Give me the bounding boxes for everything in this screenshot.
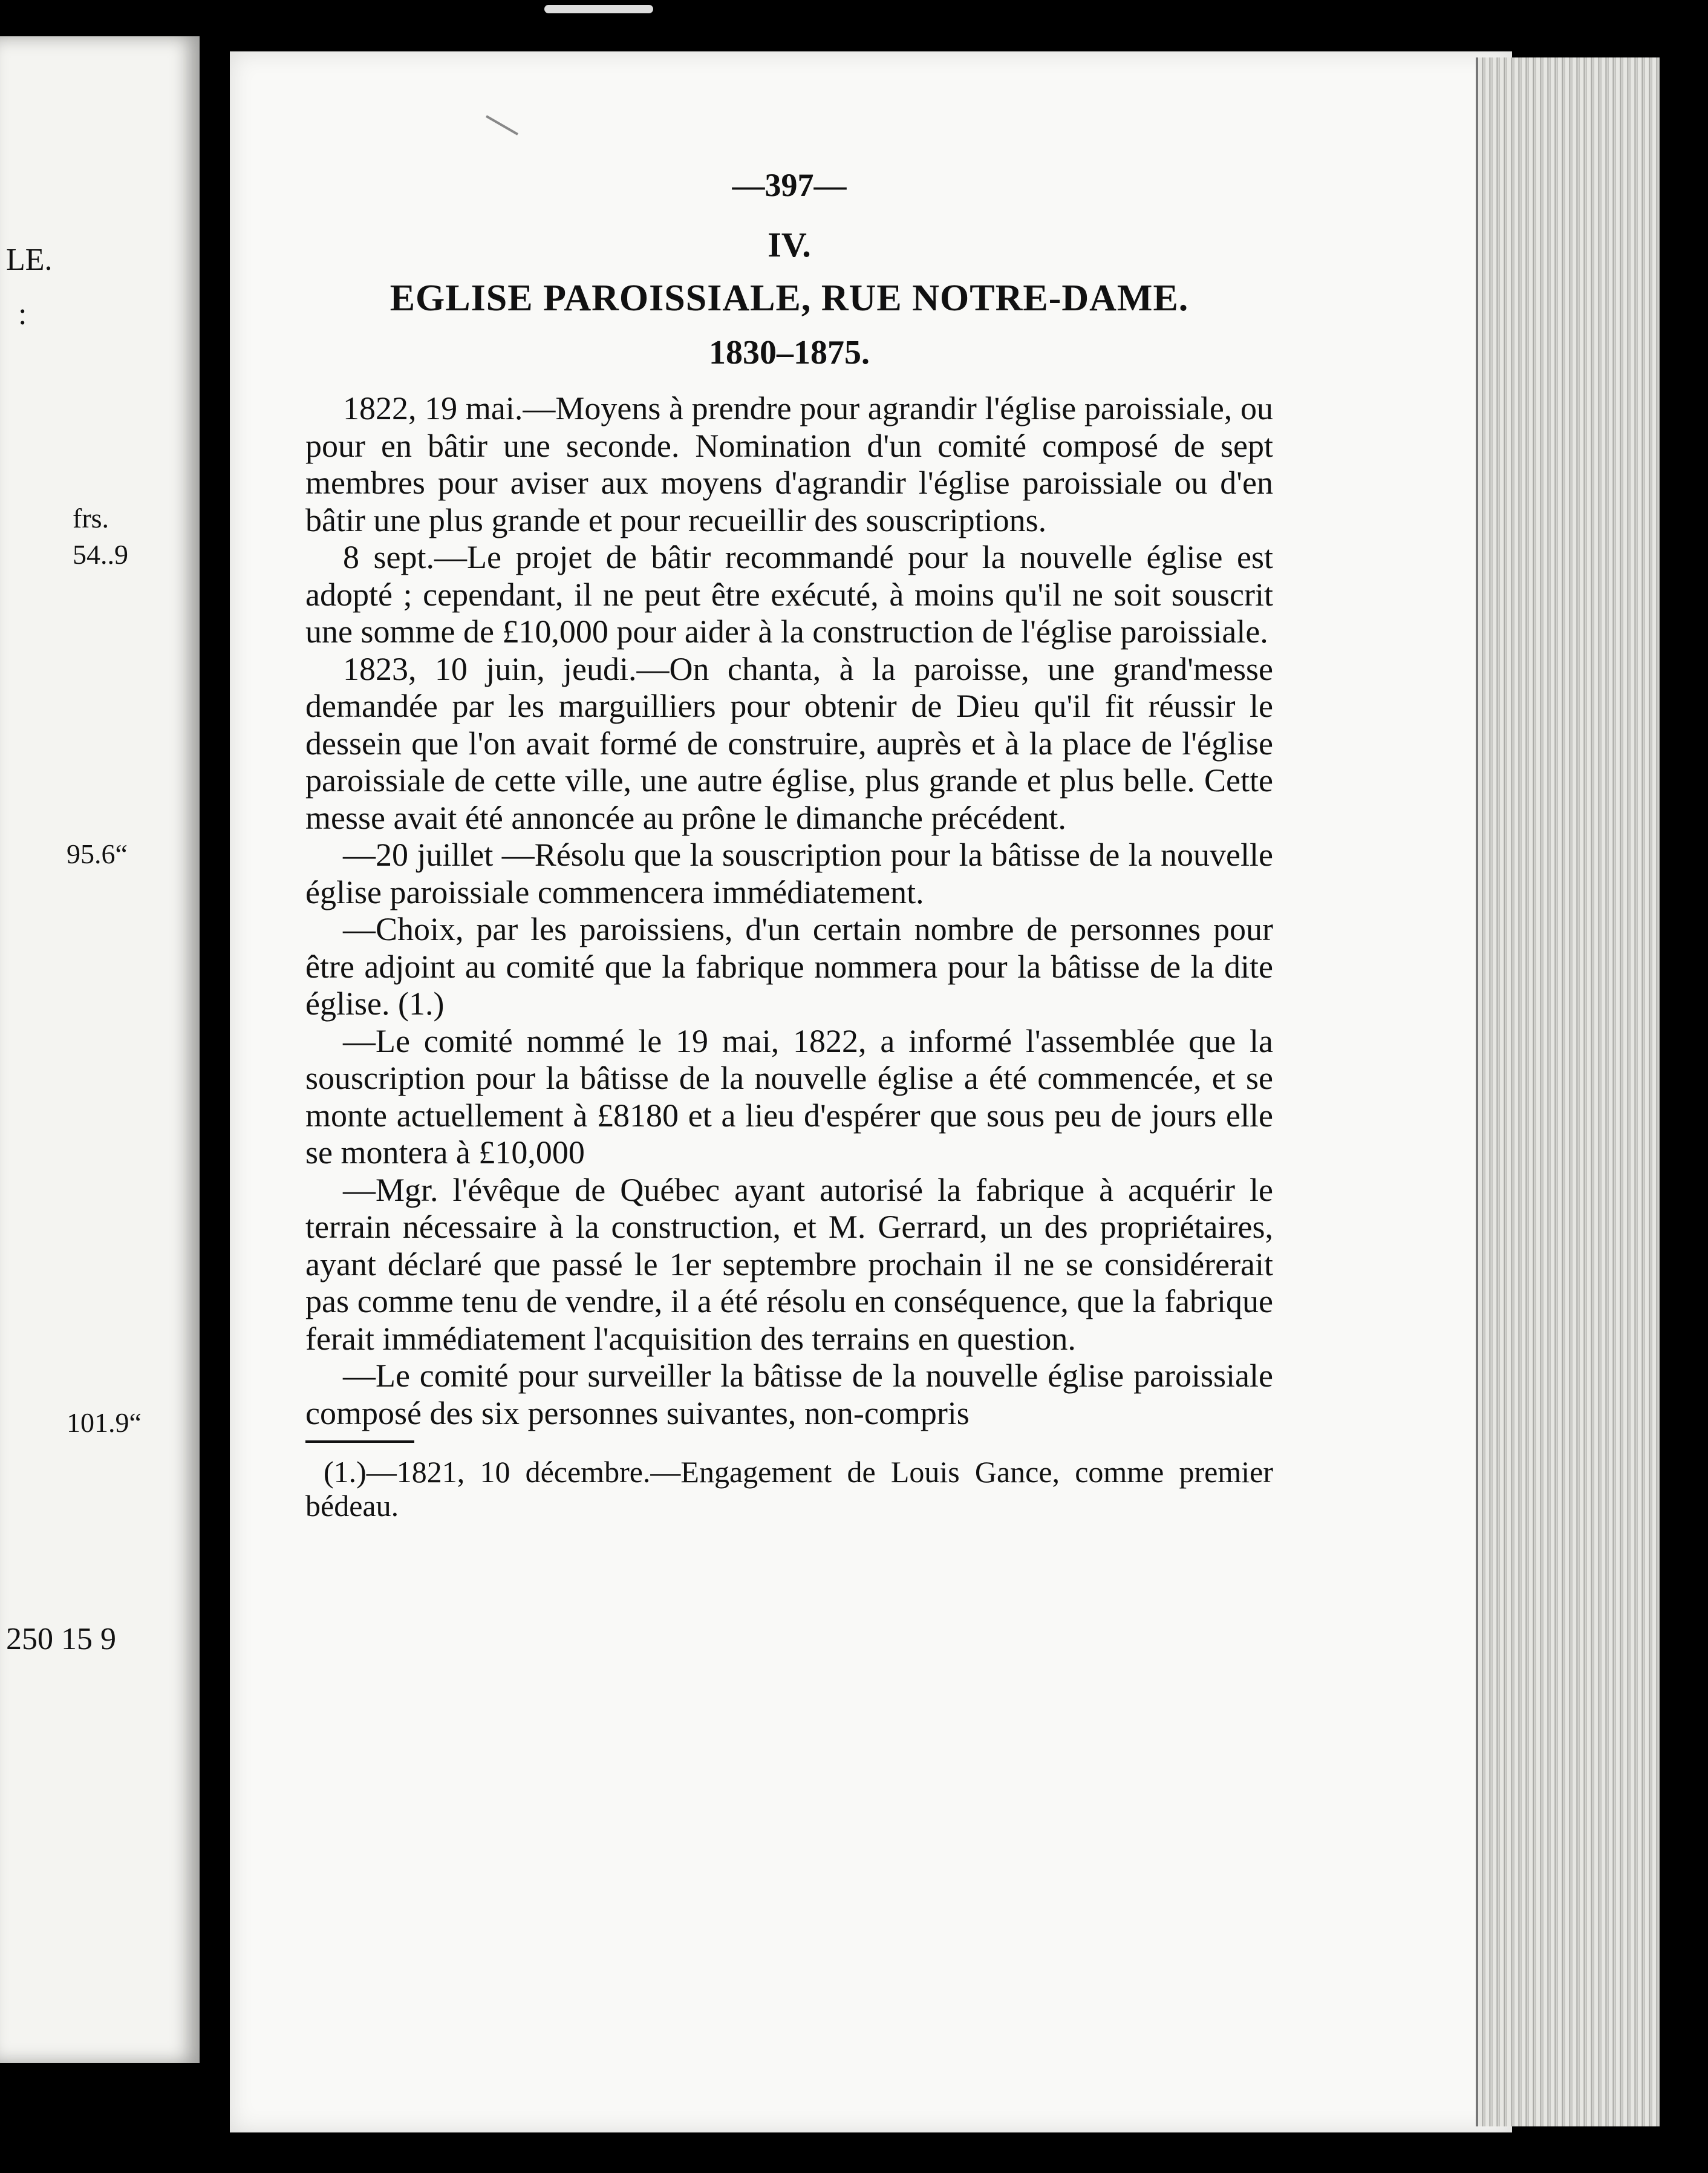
- paragraph: —Mgr. l'évêque de Québec ayant autorisé la fabrique à acquérir le terrain nécessaire à la construction, et M. Gerrard, un des propriétaires, ayant déclaré que passé le 1er septembre prochain il ne se considérerait pas comme tenu de vendre, il a été résolu en conséquence, que la fabrique ferait immédiatement l'acquisition des terrains en question.: [305, 1171, 1273, 1357]
- paragraph: —Choix, par les paroissiens, d'un certain nombre de personnes pour être adjoint au comité que la fabrique nommera pour la bâtisse de la dite église. (1.): [305, 911, 1273, 1022]
- footnote-rule: [305, 1440, 414, 1443]
- left-fragment: :: [18, 297, 27, 332]
- scan-mark: [544, 5, 653, 13]
- paragraph: 1822, 19 mai.—Moyens à prendre pour agrandir l'église paroissiale, ou pour en bâtir une seconde. Nomination d'un comité composé de sept membres pour aviser aux moyens d'agrandir l'église paroissiale ou d'en bâtir une plus grande et pour recueillir des souscriptions.: [305, 390, 1273, 538]
- section-title: EGLISE PAROISSIALE, RUE NOTRE-DAME.: [390, 278, 1189, 319]
- left-fragment: frs.: [73, 503, 109, 534]
- left-fragment: LE.: [6, 243, 53, 277]
- paragraph: 8 sept.—Le projet de bâtir recommandé pour la nouvelle église est adopté ; cependant, il ne peut être exécuté, à moins qu'il ne soit souscrit une somme de £10,000 pour aider à la construction de l'église paroissiale.: [305, 539, 1273, 650]
- left-fragment: 101.9“: [67, 1407, 142, 1438]
- corner-mark: [486, 115, 518, 135]
- left-fragment: 95.6“: [67, 838, 128, 869]
- page-text: [305, 166, 1273, 1523]
- paragraph: 1823, 10 juin, jeudi.—On chanta, à la paroisse, une grand'messe demandée par les marguilliers pour obtenir de Dieu qu'il fit réussir le dessein que l'on avait formé de construire, auprès et à la place de l'église paroissiale de cette ville, une autre église, plus grande et plus belle. Cette messe avait été annoncée au prône le dimanche précédent.: [305, 650, 1273, 836]
- section-years: 1830–1875.: [709, 334, 870, 371]
- left-fragment: 54..9: [73, 539, 128, 570]
- paragraph: —20 juillet —Résolu que la souscription pour la bâtisse de la nouvelle église paroissiale commencera immédiatement.: [305, 837, 1273, 910]
- paragraph: —Le comité pour surveiller la bâtisse de la nouvelle église paroissiale composé des six personnes suivantes, non-compris: [305, 1358, 1273, 1431]
- left-facing-page: [0, 36, 200, 2063]
- page-edges: [1476, 57, 1660, 2126]
- book-page: [230, 51, 1512, 2132]
- footnote: (1.)—1821, 10 décembre.—Engagement de Louis Gance, comme premier bédeau.: [305, 1455, 1273, 1523]
- page-number: —397—: [732, 167, 847, 203]
- paragraph: —Le comité nommé le 19 mai, 1822, a informé l'assemblée que la souscription pour la bâtisse de la nouvelle église a été commencée, et se monte actuellement à £8180 et a lieu d'espérer que sous peu de jours elle se montera à £10,000: [305, 1022, 1273, 1171]
- left-fragment: 250 15 9: [6, 1622, 116, 1656]
- section-number: IV.: [768, 225, 811, 264]
